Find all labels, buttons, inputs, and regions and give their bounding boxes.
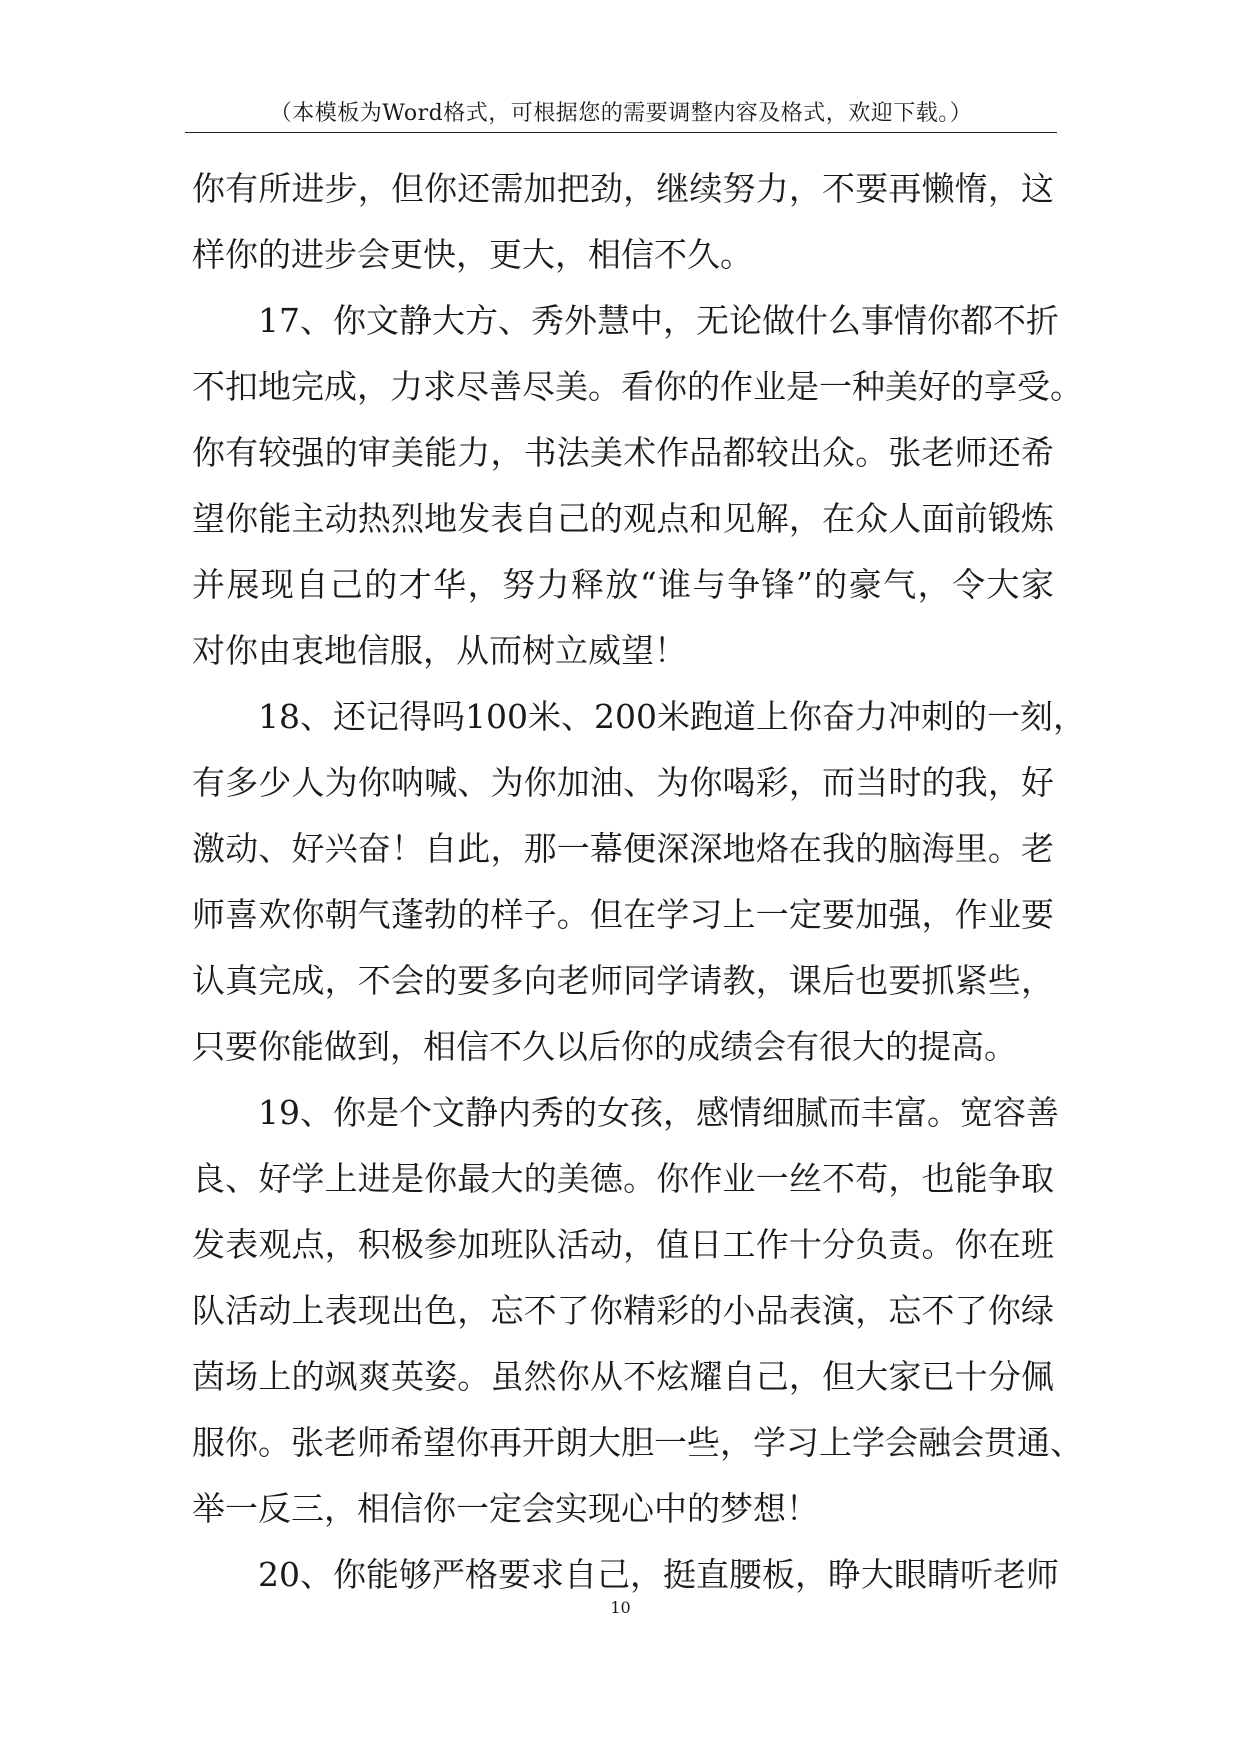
text-line: 服你。张老师希望你再开朗大胆一些，学习上学会融会贯通、	[192, 1423, 1083, 1462]
text-line: 茵场上的飒爽英姿。虽然你从不炫耀自己，但大家已十分佩	[192, 1357, 1054, 1396]
text-line: 样你的进步会更快，更大，相信不久。	[192, 235, 753, 274]
page-number: 10	[610, 1598, 631, 1617]
text-line: 只要你能做到，相信不久以后你的成绩会有很大的提高。	[192, 1027, 1017, 1066]
text-line: 良、好学上进是你最大的美德。你作业一丝不苟，也能争取	[192, 1159, 1054, 1198]
text-line: 你有所进步，但你还需加把劲，继续努力，不要再懒惰，这	[192, 169, 1054, 208]
text-line: 队活动上表现出色，忘不了你精彩的小品表演，忘不了你绿	[192, 1291, 1054, 1330]
text-line: 认真完成，不会的要多向老师同学请教，课后也要抓紧些，	[192, 961, 1054, 1000]
text-line: 18、还记得吗100米、200米跑道上你奋力冲刺的一刻，	[258, 697, 1086, 736]
header-divider	[185, 132, 1057, 133]
text-line: 发表观点，积极参加班队活动，值日工作十分负责。你在班	[192, 1225, 1054, 1264]
text-line: 对你由衷地信服，从而树立威望！	[192, 631, 687, 670]
text-line: 望你能主动热烈地发表自己的观点和见解，在众人面前锻炼	[192, 499, 1054, 538]
text-line: 你有较强的审美能力，书法美术作品都较出众。张老师还希	[192, 433, 1054, 472]
text-line: 师喜欢你朝气蓬勃的样子。但在学习上一定要加强，作业要	[192, 895, 1054, 934]
text-line: 19、你是个文静内秀的女孩，感情细腻而丰富。宽容善	[258, 1093, 1059, 1132]
text-line: 并展现自己的才华，努力释放“谁与争锋”的豪气，令大家	[192, 565, 1054, 604]
text-line: 17、你文静大方、秀外慧中，无论做什么事情你都不折	[258, 301, 1059, 340]
header-note: （本模板为Word格式，可根据您的需要调整内容及格式，欢迎下载。）	[269, 101, 973, 126]
text-line: 举一反三，相信你一定会实现心中的梦想！	[192, 1489, 819, 1528]
body-text	[192, 156, 1086, 1608]
text-line: 不扣地完成，力求尽善尽美。看你的作业是一种美好的享受。	[192, 367, 1083, 406]
text-line: 有多少人为你呐喊、为你加油、为你喝彩，而当时的我，好	[192, 763, 1054, 802]
text-line: 20、你能够严格要求自己，挺直腰板，睁大眼睛听老师	[258, 1555, 1059, 1594]
text-line: 激动、好兴奋！自此，那一幕便深深地烙在我的脑海里。老	[192, 829, 1054, 868]
